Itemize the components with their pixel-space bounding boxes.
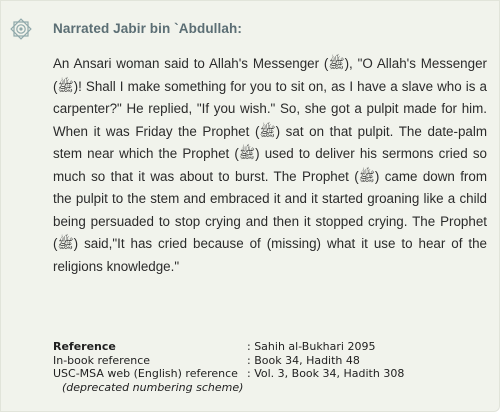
deprecated-note-row: [53, 381, 404, 395]
in-book-reference-label: In-book reference: [53, 353, 151, 367]
usc-msa-reference-label: USC-MSA web (English) reference: [53, 367, 238, 381]
reference-row: [53, 340, 404, 354]
narrator-heading: Narrated Jabir bin `Abdullah:: [53, 21, 242, 36]
deprecated-numbering-note: (deprecated numbering scheme): [62, 380, 244, 394]
in-book-reference-value: : Book 34, Hadith 48: [247, 353, 360, 367]
usc-msa-reference-value: : Vol. 3, Book 34, Hadith 308: [247, 367, 405, 381]
reference-value: : Sahih al-Bukhari 2095: [247, 340, 376, 353]
in-book-reference-row: [53, 354, 404, 368]
reference-table: [53, 340, 404, 394]
hadith-text: An Ansari woman said to Allah's Messenger (ﷺ), "O Allah's Messenger (ﷺ)! Shall I make something for you to sit on, as I have a slave who is a carpenter?" He replied, "If you wish." So, she got a pulpit made for him. When it was Friday the Prophet (ﷺ) sat on that pulpit. The date-palm stem near which the Prophet (ﷺ) used to deliver his sermons cried so much so that it was about to burst. The Prophet (ﷺ) came down from the pulpit to the stem and embraced it and it started groaning like a child being persuaded to stop crying and then it stopped crying. The Prophet (ﷺ) said,"It has cried because of (missing) what it use to hear of the religions knowledge.": [53, 56, 487, 274]
reference-label: Reference: [53, 340, 116, 353]
usc-msa-reference-row: [53, 367, 404, 381]
eight-point-star-icon: [7, 15, 35, 43]
